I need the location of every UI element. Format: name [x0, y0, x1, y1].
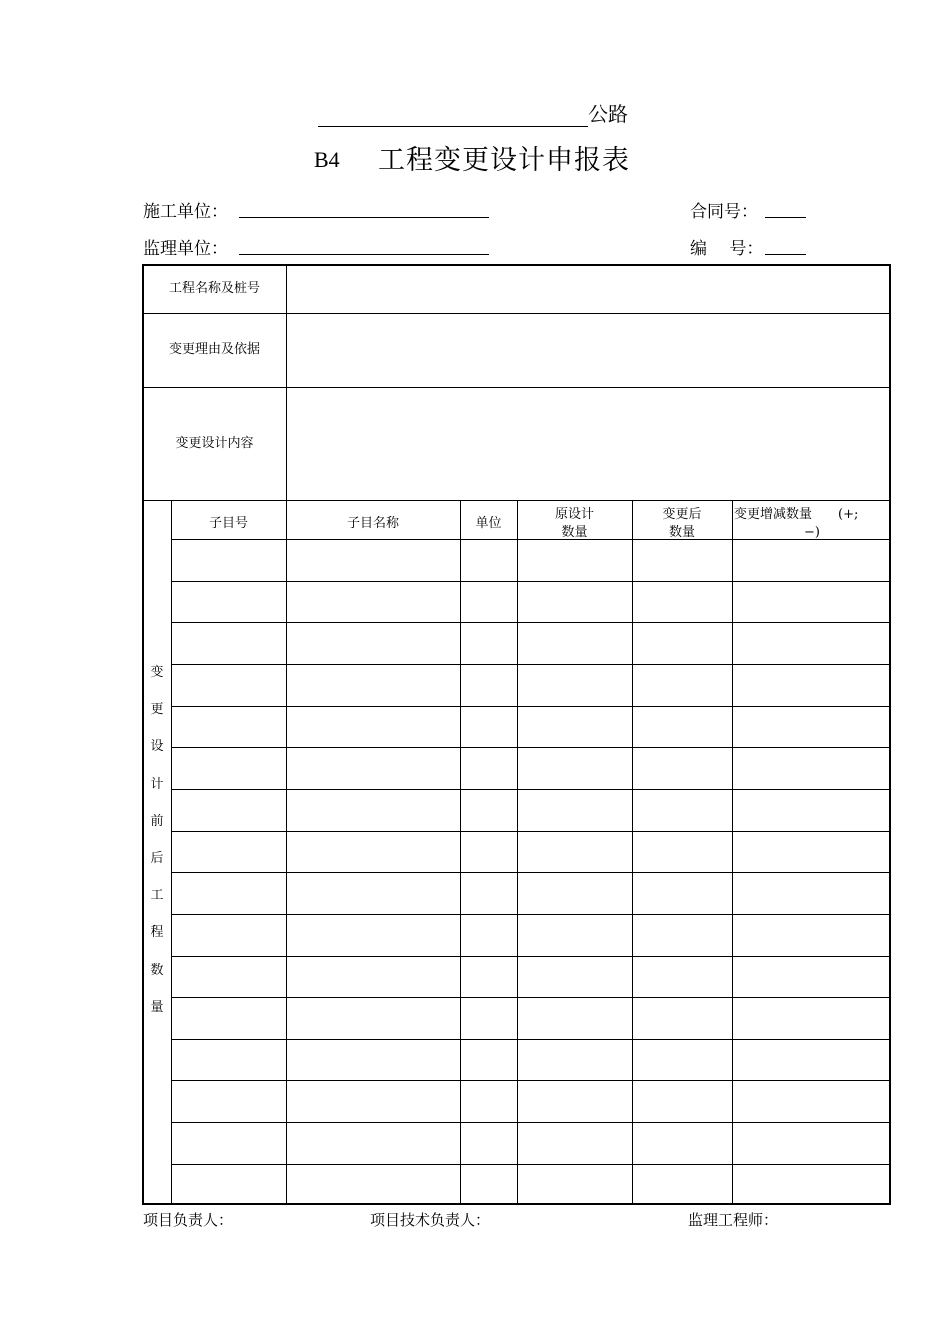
grid-cell[interactable]: [518, 748, 632, 789]
grid-cell[interactable]: [172, 1123, 286, 1164]
grid-cell[interactable]: [518, 1081, 632, 1122]
grid-cell[interactable]: [461, 540, 517, 581]
grid-cell[interactable]: [287, 707, 460, 747]
grid-cell[interactable]: [733, 748, 890, 789]
grid-cell[interactable]: [633, 707, 732, 747]
grid-cell[interactable]: [518, 707, 632, 747]
side-label-char: 程: [150, 925, 164, 941]
grid-cell[interactable]: [172, 957, 286, 997]
contract-no-field[interactable]: [765, 217, 806, 218]
side-label-char: 数: [150, 962, 164, 978]
col-header-unit: 单位: [475, 516, 502, 531]
grid-cell[interactable]: [518, 582, 632, 622]
grid-cell[interactable]: [733, 1081, 890, 1122]
col-header-item-name: 子目名称: [346, 516, 399, 531]
supervisor-label: 监理工程师：: [688, 1211, 779, 1229]
grid-cell[interactable]: [461, 832, 517, 872]
grid-cell[interactable]: [461, 1123, 517, 1164]
grid-cell[interactable]: [461, 1040, 517, 1080]
grid-cell[interactable]: [172, 790, 286, 831]
road-name-blank[interactable]: [318, 126, 588, 127]
grid-cell[interactable]: [633, 1081, 732, 1122]
tech-manager-label: 项目技术负责人：: [370, 1211, 491, 1229]
grid-cell[interactable]: [518, 915, 632, 956]
grid-cell[interactable]: [287, 582, 460, 622]
grid-cell[interactable]: [733, 1123, 890, 1164]
grid-cell[interactable]: [172, 748, 286, 789]
supervision-unit-field[interactable]: [239, 254, 489, 255]
grid-cell[interactable]: [461, 957, 517, 997]
grid-cell[interactable]: [633, 582, 732, 622]
grid-cell[interactable]: [518, 873, 632, 914]
grid-cell[interactable]: [733, 623, 890, 664]
grid-cell[interactable]: [518, 540, 632, 581]
grid-cell[interactable]: [633, 623, 732, 664]
grid-cell[interactable]: [461, 1081, 517, 1122]
col-header-delta-qty: 变更增减数量 (+; −): [734, 507, 859, 540]
col-header-original-qty: 原设计 数量: [554, 507, 594, 540]
grid-cell[interactable]: [172, 582, 286, 622]
col-header-item-no: 子目号: [208, 516, 248, 531]
grid-cell[interactable]: [733, 873, 890, 914]
grid-cell[interactable]: [172, 1081, 286, 1122]
form-code: B4: [314, 147, 340, 172]
grid-cell[interactable]: [172, 665, 286, 706]
grid-cell[interactable]: [287, 1040, 460, 1080]
grid-cell[interactable]: [733, 707, 890, 747]
form-title: 工程变更设计申报表: [378, 145, 630, 176]
grid-cell[interactable]: [287, 957, 460, 997]
side-label-char: 前: [150, 813, 164, 829]
grid-cell[interactable]: [733, 540, 890, 581]
grid-cell[interactable]: [518, 790, 632, 831]
grid-cell[interactable]: [518, 1040, 632, 1080]
grid-cell[interactable]: [461, 873, 517, 914]
side-label-char: 设: [150, 739, 164, 755]
grid-cell[interactable]: [633, 1040, 732, 1080]
grid-cell[interactable]: [287, 1123, 460, 1164]
grid-cell[interactable]: [461, 915, 517, 956]
grid-cell[interactable]: [172, 998, 286, 1039]
grid-cell[interactable]: [633, 665, 732, 706]
grid-cell[interactable]: [633, 1123, 732, 1164]
project-name-field[interactable]: [287, 265, 890, 313]
grid-cell[interactable]: [733, 1165, 890, 1205]
side-label-char: 变: [150, 665, 164, 680]
change-content-field[interactable]: [287, 388, 890, 500]
grid-cell[interactable]: [733, 832, 890, 872]
change-content-label: 变更设计内容: [175, 436, 254, 451]
grid-cell[interactable]: [287, 832, 460, 872]
grid-cell[interactable]: [633, 873, 732, 914]
serial-no-label: 编 号：: [690, 239, 764, 259]
change-reason-field[interactable]: [287, 314, 890, 387]
grid-cell[interactable]: [733, 998, 890, 1039]
grid-cell[interactable]: [633, 790, 732, 831]
grid-cell[interactable]: [633, 748, 732, 789]
side-label-char: 计: [150, 776, 164, 792]
grid-cell[interactable]: [172, 915, 286, 956]
grid-cell[interactable]: [461, 707, 517, 747]
grid-cell[interactable]: [633, 957, 732, 997]
grid-cell[interactable]: [287, 665, 460, 706]
grid-cell[interactable]: [518, 957, 632, 997]
grid-cell[interactable]: [633, 832, 732, 872]
road-suffix: 公路: [588, 102, 628, 126]
grid-cell[interactable]: [518, 832, 632, 872]
serial-no-field[interactable]: [765, 254, 806, 255]
grid-cell[interactable]: [287, 998, 460, 1039]
grid-cell[interactable]: [461, 582, 517, 622]
change-reason-label: 变更理由及依据: [168, 342, 260, 357]
project-manager-label: 项目负责人：: [143, 1211, 234, 1229]
construction-unit-field[interactable]: [239, 217, 489, 218]
side-label-char: 后: [150, 851, 164, 866]
construction-unit-label: 施工单位：: [143, 202, 228, 222]
grid-cell[interactable]: [461, 665, 517, 706]
grid-cell[interactable]: [733, 582, 890, 622]
supervision-unit-label: 监理单位：: [143, 239, 228, 259]
grid-cell[interactable]: [461, 623, 517, 664]
grid-cell[interactable]: [172, 707, 286, 747]
grid-cell[interactable]: [733, 1040, 890, 1080]
side-label-char: 更: [150, 702, 164, 718]
grid-cell[interactable]: [633, 1165, 732, 1205]
grid-cell[interactable]: [733, 915, 890, 956]
grid-cell[interactable]: [172, 623, 286, 664]
grid-cell[interactable]: [172, 873, 286, 914]
grid-cell[interactable]: [633, 540, 732, 581]
grid-cell[interactable]: [461, 790, 517, 831]
side-label-char: 量: [150, 999, 164, 1015]
grid-cell[interactable]: [287, 1165, 460, 1205]
grid-cell[interactable]: [287, 1081, 460, 1122]
grid-cell[interactable]: [287, 540, 460, 581]
grid-cell[interactable]: [518, 998, 632, 1039]
grid-cell[interactable]: [287, 915, 460, 956]
grid-cell[interactable]: [518, 1123, 632, 1164]
grid-cell[interactable]: [172, 540, 286, 581]
grid-cell[interactable]: [633, 915, 732, 956]
grid-cell[interactable]: [287, 748, 460, 789]
grid-cell[interactable]: [518, 665, 632, 706]
grid-cell[interactable]: [172, 1040, 286, 1080]
col-header-revised-qty: 变更后 数量: [662, 507, 702, 540]
grid-cell[interactable]: [733, 957, 890, 997]
grid-cell[interactable]: [172, 1165, 286, 1205]
grid-cell[interactable]: [518, 623, 632, 664]
grid-cell[interactable]: [461, 1165, 517, 1205]
project-name-label: 工程名称及桩号: [168, 281, 260, 296]
grid-cell[interactable]: [518, 1165, 632, 1205]
grid-cell[interactable]: [172, 832, 286, 872]
contract-no-label: 合同号：: [690, 202, 758, 222]
grid-cell[interactable]: [733, 790, 890, 831]
grid-cell[interactable]: [633, 998, 732, 1039]
grid-cell[interactable]: [287, 623, 460, 664]
side-label-char: 工: [150, 888, 164, 904]
grid-cell[interactable]: [287, 790, 460, 831]
grid-cell[interactable]: [733, 665, 890, 706]
grid-cell[interactable]: [287, 873, 460, 914]
grid-cell[interactable]: [461, 998, 517, 1039]
grid-cell[interactable]: [461, 748, 517, 789]
